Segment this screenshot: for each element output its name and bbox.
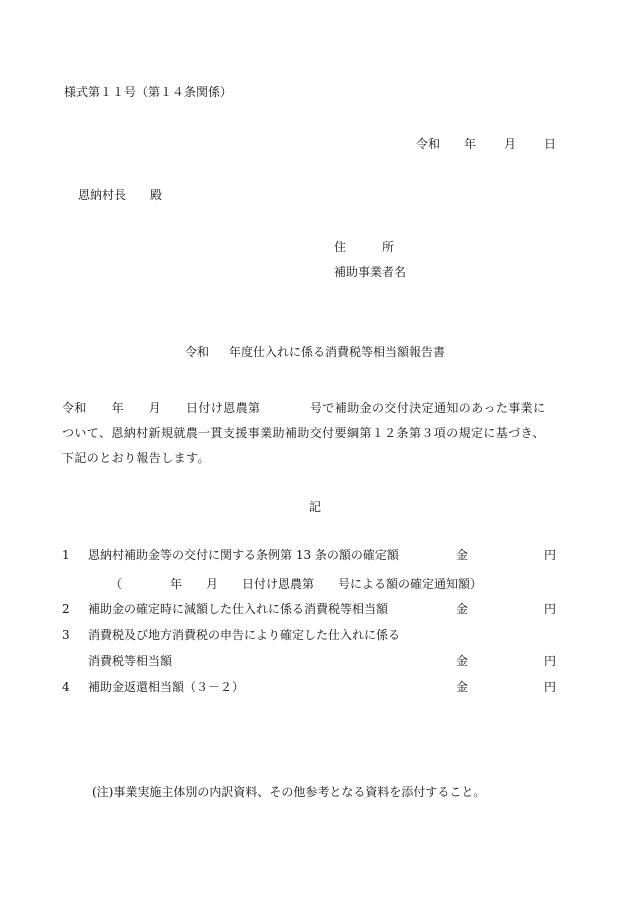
item-row-2 [62,603,556,617]
title-era: 令和 [184,345,209,359]
item-number: 3 [62,628,70,642]
date-day: 日 [543,137,556,151]
item-row-3 [62,629,556,643]
item-text: 補助金返還相当額（３－２） [88,680,245,694]
form-number: 様式第１１号（第１４条関係） [64,85,233,99]
item-kin: 金 [456,680,469,694]
ki-heading: 記 [308,500,321,514]
date-year: 年 [463,137,476,151]
item-kin: 金 [456,654,469,668]
addressee-name: 恩納村長 [78,188,127,202]
applicant-name-label: 補助事業者名 [334,265,407,279]
body-paragraph: 令和 年 月 日付け恩農第 号で補助金の交付決定通知のあった事業について、恩納村新規就農一貫支援事業助補助交付要綱第１２条第３項の規定に基づき、下記のとおり報告します。 [62,401,546,465]
date-month: 月 [503,137,516,151]
item-yen: 円 [543,654,556,668]
item-text: 補助金の確定時に減額した仕入れに係る消費税等相当額 [88,602,389,616]
item-yen: 円 [543,680,556,694]
item-number: 2 [62,602,70,616]
document-title [0,346,630,358]
item-yen: 円 [543,548,556,562]
item-yen: 円 [543,602,556,616]
date-line [416,138,556,150]
item-text: 恩納村補助金等の交付に関する条例第 13 条の額の確定額 [88,548,399,562]
item-row-3-cont [62,655,556,669]
applicant-address-label: 住 所 [334,240,395,254]
item-1-subnote: （ 年 月 日付け恩農第 号による額の確定通知額） [110,577,483,591]
addressee [78,189,162,201]
addressee-honorific: 殿 [150,188,163,202]
item-kin: 金 [456,548,469,562]
item-number: 1 [62,548,70,562]
item-row-4 [62,681,556,695]
title-text: 年度仕入れに係る消費税等相当額報告書 [229,345,446,359]
item-text: 消費税等相当額 [88,654,173,668]
item-text: 消費税及び地方消費税の申告により確定した仕入れに係る [88,628,401,642]
note: (注)事業実施主体別の内訳資料、その他参考となる資料を添付すること。 [92,785,486,799]
item-number: 4 [62,680,70,694]
date-era: 令和 [415,137,440,151]
item-row-1 [62,549,556,563]
item-kin: 金 [456,602,469,616]
